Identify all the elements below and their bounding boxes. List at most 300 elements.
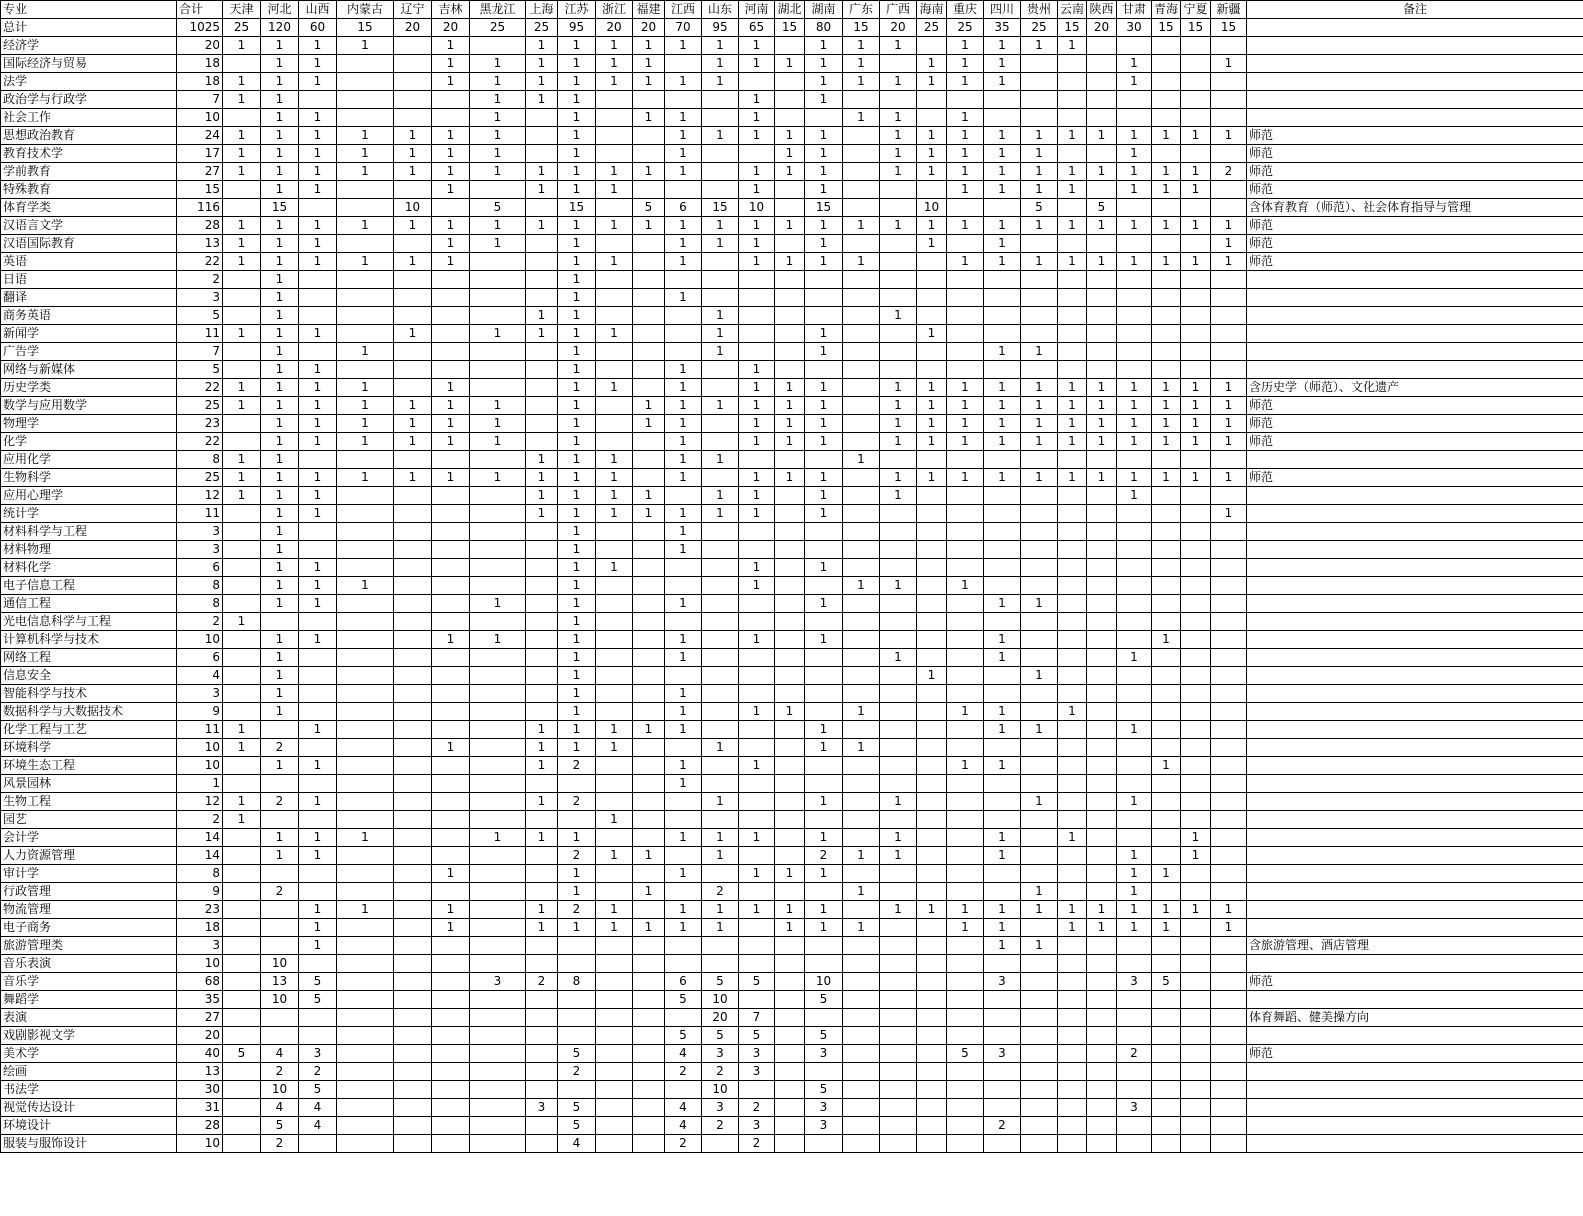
value-cell[interactable] [917, 307, 947, 325]
value-cell[interactable]: 1 [739, 577, 775, 595]
value-cell[interactable]: 1 [947, 163, 984, 181]
value-cell[interactable]: 1 [432, 469, 470, 487]
major-cell[interactable]: 政治学与行政学 [1, 91, 177, 109]
value-cell[interactable]: 1 [917, 145, 947, 163]
value-cell[interactable]: 1 [596, 559, 633, 577]
value-cell[interactable]: 1 [596, 487, 633, 505]
value-cell[interactable] [596, 955, 633, 973]
value-cell[interactable] [1117, 199, 1152, 217]
remark-cell[interactable] [1247, 55, 1583, 73]
value-cell[interactable] [984, 793, 1021, 811]
value-cell[interactable] [1117, 1063, 1152, 1081]
value-cell[interactable] [702, 361, 739, 379]
value-cell[interactable]: 1 [558, 109, 596, 127]
value-cell[interactable] [596, 991, 633, 1009]
value-cell[interactable] [775, 289, 805, 307]
value-cell[interactable] [394, 541, 432, 559]
value-cell[interactable]: 1 [1117, 415, 1152, 433]
value-cell[interactable] [394, 757, 432, 775]
value-cell[interactable] [843, 757, 880, 775]
value-cell[interactable]: 1 [470, 397, 526, 415]
value-cell[interactable]: 1 [432, 55, 470, 73]
header-total[interactable]: 合计 [177, 1, 223, 19]
value-cell[interactable] [1087, 1027, 1117, 1045]
value-cell[interactable] [596, 631, 633, 649]
value-cell[interactable] [633, 667, 665, 685]
value-cell[interactable] [1152, 1009, 1181, 1027]
value-cell[interactable]: 1 [558, 37, 596, 55]
value-cell[interactable] [1152, 991, 1181, 1009]
value-cell[interactable] [1211, 1027, 1247, 1045]
remark-cell[interactable] [1247, 901, 1583, 919]
value-cell[interactable]: 1 [984, 73, 1021, 91]
header-remark[interactable]: 备注 [1247, 1, 1583, 19]
value-cell[interactable] [1181, 739, 1211, 757]
value-cell[interactable] [1021, 1045, 1058, 1063]
value-cell[interactable] [394, 235, 432, 253]
value-cell[interactable] [1152, 451, 1181, 469]
total-cell[interactable]: 13 [177, 1063, 223, 1081]
total-cell[interactable]: 35 [177, 991, 223, 1009]
value-cell[interactable]: 80 [805, 19, 843, 37]
value-cell[interactable] [702, 865, 739, 883]
value-cell[interactable]: 1 [558, 217, 596, 235]
value-cell[interactable] [299, 271, 337, 289]
value-cell[interactable] [843, 379, 880, 397]
value-cell[interactable] [739, 541, 775, 559]
value-cell[interactable]: 1 [843, 883, 880, 901]
value-cell[interactable]: 1 [1117, 433, 1152, 451]
value-cell[interactable]: 1 [947, 37, 984, 55]
value-cell[interactable]: 1 [558, 631, 596, 649]
value-cell[interactable] [880, 613, 917, 631]
value-cell[interactable] [843, 937, 880, 955]
value-cell[interactable] [1211, 109, 1247, 127]
major-cell[interactable]: 网络工程 [1, 649, 177, 667]
value-cell[interactable] [1087, 523, 1117, 541]
value-cell[interactable]: 1 [261, 235, 299, 253]
value-cell[interactable]: 1 [596, 73, 633, 91]
value-cell[interactable]: 1 [261, 631, 299, 649]
value-cell[interactable] [223, 577, 261, 595]
value-cell[interactable] [1117, 1081, 1152, 1099]
value-cell[interactable] [432, 325, 470, 343]
value-cell[interactable]: 1 [558, 397, 596, 415]
value-cell[interactable]: 1 [1021, 397, 1058, 415]
header-province-21[interactable]: 贵州 [1021, 1, 1058, 19]
value-cell[interactable]: 1 [558, 883, 596, 901]
value-cell[interactable]: 1 [805, 343, 843, 361]
value-cell[interactable]: 1 [1211, 235, 1247, 253]
value-cell[interactable]: 1 [665, 649, 702, 667]
value-cell[interactable] [1021, 847, 1058, 865]
header-province-15[interactable]: 湖南 [805, 1, 843, 19]
value-cell[interactable] [1087, 559, 1117, 577]
value-cell[interactable] [775, 829, 805, 847]
value-cell[interactable] [596, 541, 633, 559]
value-cell[interactable] [665, 613, 702, 631]
value-cell[interactable] [337, 793, 394, 811]
value-cell[interactable] [665, 343, 702, 361]
value-cell[interactable] [917, 1081, 947, 1099]
value-cell[interactable] [1211, 775, 1247, 793]
header-province-6[interactable]: 黑龙江 [470, 1, 526, 19]
value-cell[interactable]: 1 [470, 415, 526, 433]
value-cell[interactable] [337, 613, 394, 631]
value-cell[interactable]: 6 [665, 973, 702, 991]
value-cell[interactable] [843, 1063, 880, 1081]
total-cell[interactable]: 3 [177, 289, 223, 307]
value-cell[interactable]: 1 [558, 325, 596, 343]
value-cell[interactable] [470, 919, 526, 937]
value-cell[interactable] [1211, 1117, 1247, 1135]
value-cell[interactable] [1058, 505, 1087, 523]
value-cell[interactable] [633, 127, 665, 145]
value-cell[interactable] [470, 271, 526, 289]
value-cell[interactable] [880, 505, 917, 523]
value-cell[interactable]: 1 [947, 55, 984, 73]
remark-cell[interactable] [1247, 1117, 1583, 1135]
value-cell[interactable]: 2 [984, 1117, 1021, 1135]
value-cell[interactable]: 1 [432, 217, 470, 235]
value-cell[interactable]: 1 [739, 703, 775, 721]
value-cell[interactable] [917, 775, 947, 793]
value-cell[interactable] [261, 937, 299, 955]
value-cell[interactable] [337, 235, 394, 253]
remark-cell[interactable]: 师范 [1247, 127, 1583, 145]
value-cell[interactable]: 1 [843, 37, 880, 55]
header-province-18[interactable]: 海南 [917, 1, 947, 19]
value-cell[interactable] [947, 937, 984, 955]
major-cell[interactable]: 新闻学 [1, 325, 177, 343]
value-cell[interactable] [917, 595, 947, 613]
value-cell[interactable]: 1 [1117, 919, 1152, 937]
value-cell[interactable]: 1 [805, 163, 843, 181]
value-cell[interactable]: 1 [261, 163, 299, 181]
value-cell[interactable]: 1 [775, 145, 805, 163]
value-cell[interactable] [843, 1081, 880, 1099]
value-cell[interactable] [596, 433, 633, 451]
value-cell[interactable] [1087, 271, 1117, 289]
value-cell[interactable] [299, 1009, 337, 1027]
value-cell[interactable] [739, 883, 775, 901]
value-cell[interactable]: 1 [261, 649, 299, 667]
value-cell[interactable]: 2 [739, 1099, 775, 1117]
value-cell[interactable]: 1 [526, 721, 558, 739]
value-cell[interactable] [1152, 307, 1181, 325]
major-cell[interactable]: 绘画 [1, 1063, 177, 1081]
value-cell[interactable] [1058, 1081, 1087, 1099]
value-cell[interactable]: 1 [665, 919, 702, 937]
value-cell[interactable]: 1 [665, 451, 702, 469]
value-cell[interactable] [223, 199, 261, 217]
value-cell[interactable] [394, 577, 432, 595]
value-cell[interactable] [917, 487, 947, 505]
major-cell[interactable]: 音乐学 [1, 973, 177, 991]
value-cell[interactable]: 1 [880, 433, 917, 451]
value-cell[interactable] [775, 595, 805, 613]
value-cell[interactable] [775, 343, 805, 361]
value-cell[interactable] [337, 55, 394, 73]
value-cell[interactable]: 1 [1021, 253, 1058, 271]
total-cell[interactable]: 25 [177, 469, 223, 487]
header-province-23[interactable]: 陕西 [1087, 1, 1117, 19]
value-cell[interactable]: 2 [558, 847, 596, 865]
value-cell[interactable]: 1 [299, 415, 337, 433]
value-cell[interactable] [702, 775, 739, 793]
header-province-24[interactable]: 甘肃 [1117, 1, 1152, 19]
value-cell[interactable] [299, 343, 337, 361]
major-cell[interactable]: 舞蹈学 [1, 991, 177, 1009]
remark-cell[interactable] [1247, 685, 1583, 703]
value-cell[interactable] [337, 181, 394, 199]
total-cell[interactable]: 6 [177, 649, 223, 667]
value-cell[interactable] [1181, 325, 1211, 343]
value-cell[interactable] [805, 451, 843, 469]
value-cell[interactable]: 1 [984, 649, 1021, 667]
value-cell[interactable] [337, 73, 394, 91]
value-cell[interactable] [1152, 271, 1181, 289]
value-cell[interactable] [1211, 559, 1247, 577]
major-cell[interactable]: 书法学 [1, 1081, 177, 1099]
value-cell[interactable] [1087, 91, 1117, 109]
value-cell[interactable] [917, 703, 947, 721]
total-cell[interactable]: 7 [177, 91, 223, 109]
value-cell[interactable] [394, 1027, 432, 1045]
remark-cell[interactable] [1247, 829, 1583, 847]
value-cell[interactable] [880, 1009, 917, 1027]
value-cell[interactable] [739, 685, 775, 703]
value-cell[interactable]: 1 [665, 523, 702, 541]
value-cell[interactable]: 2 [702, 1063, 739, 1081]
value-cell[interactable] [1021, 1117, 1058, 1135]
value-cell[interactable]: 1 [337, 127, 394, 145]
total-cell[interactable]: 3 [177, 523, 223, 541]
value-cell[interactable] [775, 973, 805, 991]
value-cell[interactable] [805, 271, 843, 289]
value-cell[interactable] [633, 1027, 665, 1045]
value-cell[interactable]: 5 [805, 1027, 843, 1045]
value-cell[interactable] [299, 451, 337, 469]
value-cell[interactable] [596, 109, 633, 127]
value-cell[interactable] [223, 937, 261, 955]
value-cell[interactable]: 1 [984, 37, 1021, 55]
value-cell[interactable]: 1 [299, 433, 337, 451]
major-cell[interactable]: 统计学 [1, 505, 177, 523]
value-cell[interactable] [432, 289, 470, 307]
header-province-16[interactable]: 广东 [843, 1, 880, 19]
value-cell[interactable] [843, 955, 880, 973]
value-cell[interactable] [299, 955, 337, 973]
remark-cell[interactable] [1247, 757, 1583, 775]
value-cell[interactable]: 1 [1021, 37, 1058, 55]
value-cell[interactable] [775, 1081, 805, 1099]
value-cell[interactable]: 1 [432, 865, 470, 883]
total-cell[interactable]: 18 [177, 55, 223, 73]
value-cell[interactable] [526, 109, 558, 127]
value-cell[interactable] [633, 577, 665, 595]
value-cell[interactable] [223, 901, 261, 919]
value-cell[interactable] [665, 55, 702, 73]
value-cell[interactable]: 1 [299, 181, 337, 199]
value-cell[interactable] [843, 433, 880, 451]
value-cell[interactable] [470, 1045, 526, 1063]
value-cell[interactable] [1181, 613, 1211, 631]
value-cell[interactable] [1087, 865, 1117, 883]
value-cell[interactable] [917, 721, 947, 739]
value-cell[interactable] [1152, 847, 1181, 865]
value-cell[interactable] [1117, 361, 1152, 379]
value-cell[interactable] [984, 559, 1021, 577]
value-cell[interactable]: 1 [432, 901, 470, 919]
value-cell[interactable]: 1 [805, 55, 843, 73]
value-cell[interactable]: 1 [702, 487, 739, 505]
value-cell[interactable] [432, 667, 470, 685]
value-cell[interactable] [1021, 703, 1058, 721]
major-cell[interactable]: 特殊教育 [1, 181, 177, 199]
value-cell[interactable]: 1 [739, 217, 775, 235]
value-cell[interactable] [947, 361, 984, 379]
value-cell[interactable]: 1 [596, 847, 633, 865]
value-cell[interactable] [739, 937, 775, 955]
major-cell[interactable]: 思想政治教育 [1, 127, 177, 145]
value-cell[interactable] [1152, 883, 1181, 901]
value-cell[interactable] [394, 109, 432, 127]
value-cell[interactable] [337, 721, 394, 739]
value-cell[interactable] [432, 811, 470, 829]
value-cell[interactable] [394, 289, 432, 307]
value-cell[interactable] [947, 667, 984, 685]
value-cell[interactable]: 1 [299, 937, 337, 955]
value-cell[interactable] [665, 91, 702, 109]
value-cell[interactable] [880, 523, 917, 541]
value-cell[interactable]: 1 [880, 145, 917, 163]
value-cell[interactable]: 1 [1117, 901, 1152, 919]
value-cell[interactable] [843, 523, 880, 541]
value-cell[interactable]: 3 [739, 1117, 775, 1135]
value-cell[interactable]: 1 [665, 685, 702, 703]
value-cell[interactable] [223, 55, 261, 73]
value-cell[interactable] [432, 721, 470, 739]
value-cell[interactable]: 1 [1211, 55, 1247, 73]
value-cell[interactable]: 1 [739, 829, 775, 847]
remark-cell[interactable] [1247, 271, 1583, 289]
value-cell[interactable] [917, 685, 947, 703]
value-cell[interactable]: 1 [665, 37, 702, 55]
value-cell[interactable] [805, 307, 843, 325]
value-cell[interactable]: 1 [526, 829, 558, 847]
value-cell[interactable] [394, 1009, 432, 1027]
remark-cell[interactable] [1247, 109, 1583, 127]
value-cell[interactable] [223, 343, 261, 361]
value-cell[interactable]: 1 [1181, 829, 1211, 847]
value-cell[interactable] [633, 793, 665, 811]
major-cell[interactable]: 电子商务 [1, 919, 177, 937]
value-cell[interactable] [805, 883, 843, 901]
value-cell[interactable] [665, 487, 702, 505]
header-province-3[interactable]: 内蒙古 [337, 1, 394, 19]
value-cell[interactable] [394, 361, 432, 379]
value-cell[interactable] [1152, 703, 1181, 721]
value-cell[interactable] [775, 559, 805, 577]
value-cell[interactable]: 1 [665, 703, 702, 721]
value-cell[interactable] [526, 577, 558, 595]
value-cell[interactable] [1181, 559, 1211, 577]
value-cell[interactable] [337, 289, 394, 307]
remark-cell[interactable]: 师范 [1247, 433, 1583, 451]
major-cell[interactable]: 数学与应用数学 [1, 397, 177, 415]
value-cell[interactable] [984, 289, 1021, 307]
value-cell[interactable] [805, 757, 843, 775]
value-cell[interactable]: 1 [337, 217, 394, 235]
value-cell[interactable]: 1 [1181, 415, 1211, 433]
value-cell[interactable]: 4 [299, 1099, 337, 1117]
value-cell[interactable] [984, 613, 1021, 631]
remark-cell[interactable] [1247, 811, 1583, 829]
value-cell[interactable] [1087, 1099, 1117, 1117]
value-cell[interactable] [947, 523, 984, 541]
value-cell[interactable] [470, 343, 526, 361]
value-cell[interactable] [1087, 1081, 1117, 1099]
value-cell[interactable]: 1 [947, 577, 984, 595]
value-cell[interactable]: 1 [432, 73, 470, 91]
value-cell[interactable]: 2 [558, 757, 596, 775]
value-cell[interactable] [1152, 343, 1181, 361]
value-cell[interactable] [880, 667, 917, 685]
total-cell[interactable]: 30 [177, 1081, 223, 1099]
value-cell[interactable] [526, 685, 558, 703]
value-cell[interactable]: 1 [1152, 397, 1181, 415]
value-cell[interactable]: 1 [775, 55, 805, 73]
value-cell[interactable]: 15 [558, 199, 596, 217]
value-cell[interactable] [337, 883, 394, 901]
value-cell[interactable] [432, 883, 470, 901]
value-cell[interactable] [917, 91, 947, 109]
value-cell[interactable]: 1 [526, 919, 558, 937]
value-cell[interactable]: 35 [984, 19, 1021, 37]
value-cell[interactable] [1021, 955, 1058, 973]
value-cell[interactable] [432, 1117, 470, 1135]
value-cell[interactable] [775, 739, 805, 757]
value-cell[interactable]: 1 [1021, 415, 1058, 433]
value-cell[interactable] [665, 577, 702, 595]
value-cell[interactable] [526, 145, 558, 163]
value-cell[interactable] [223, 685, 261, 703]
value-cell[interactable] [299, 541, 337, 559]
value-cell[interactable] [337, 523, 394, 541]
total-cell[interactable]: 23 [177, 901, 223, 919]
value-cell[interactable]: 1 [984, 379, 1021, 397]
value-cell[interactable] [223, 433, 261, 451]
value-cell[interactable]: 1 [223, 487, 261, 505]
value-cell[interactable] [596, 145, 633, 163]
value-cell[interactable]: 1 [299, 631, 337, 649]
value-cell[interactable]: 1 [596, 55, 633, 73]
value-cell[interactable]: 3 [526, 1099, 558, 1117]
value-cell[interactable] [947, 829, 984, 847]
value-cell[interactable]: 1 [558, 361, 596, 379]
total-cell[interactable]: 40 [177, 1045, 223, 1063]
value-cell[interactable] [947, 271, 984, 289]
value-cell[interactable] [596, 829, 633, 847]
value-cell[interactable] [470, 613, 526, 631]
value-cell[interactable] [665, 793, 702, 811]
total-cell[interactable]: 8 [177, 451, 223, 469]
value-cell[interactable] [843, 343, 880, 361]
value-cell[interactable] [299, 199, 337, 217]
value-cell[interactable] [1058, 523, 1087, 541]
header-province-14[interactable]: 湖北 [775, 1, 805, 19]
